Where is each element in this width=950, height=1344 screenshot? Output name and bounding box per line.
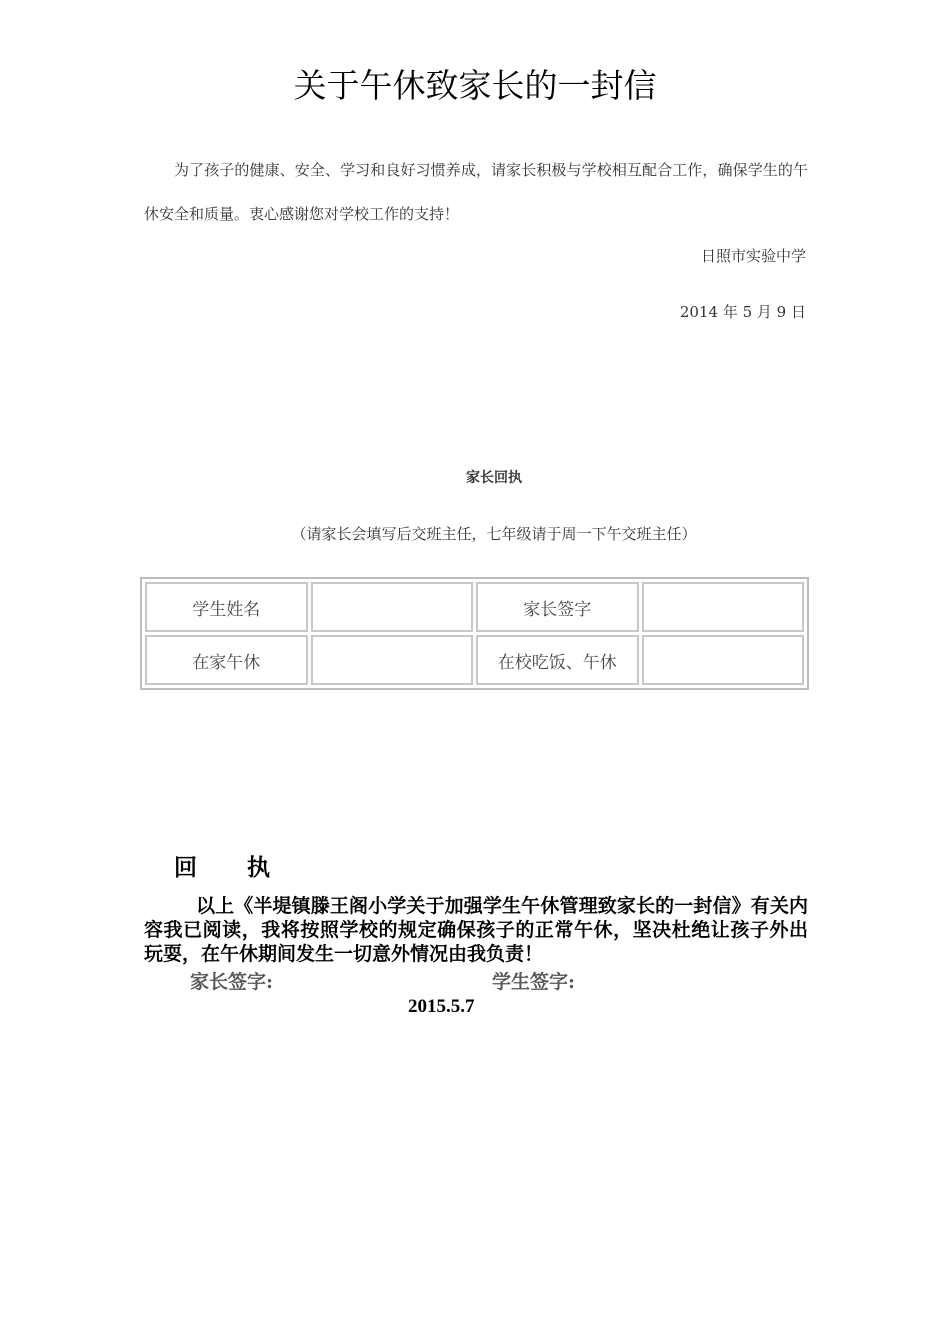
parent-signature-field[interactable] [642, 582, 805, 632]
letter-body: 为了孩子的健康、安全、学习和良好习惯养成，请家长积极与学校相互配合工作，确保学生的午休安全和质量。衷心感谢您对学校工作的支持！ [144, 161, 808, 223]
receipt-table [140, 577, 809, 690]
second-receipt-date: 2015.5.7 [408, 996, 475, 1017]
table-row [145, 635, 804, 685]
student-signature-line: 学生签字: [492, 971, 576, 993]
second-receipt-title-part1: 回 [174, 855, 197, 881]
home-nap-label: 在家午休 [145, 635, 308, 685]
student-name-label: 学生姓名 [145, 582, 308, 632]
second-receipt-title [174, 852, 270, 884]
school-nap-field[interactable] [642, 635, 805, 685]
home-nap-field[interactable] [311, 635, 474, 685]
second-receipt-title-part2: 执 [247, 855, 270, 881]
school-nap-label: 在校吃饭、午休 [476, 635, 639, 685]
letter-title: 关于午休致家长的一封信 [293, 66, 657, 105]
parent-signature-line: 家长签字: [190, 971, 274, 993]
parent-signature-label: 家长签字 [476, 582, 639, 632]
receipt-note: （请家长会填写后交班主任，七年级请于周一下午交班主任） [291, 525, 697, 543]
letter-sender: 日照市实验中学 [700, 247, 806, 265]
receipt-title: 家长回执 [466, 470, 522, 486]
table-row [145, 582, 804, 632]
student-name-field[interactable] [311, 582, 474, 632]
letter-date: 2014 年 5 月 9 日 [679, 303, 806, 321]
second-receipt-body: 以上《半堤镇滕王阁小学关于加强学生午休管理致家长的一封信》有关内容我已阅读，我将按照学校的规定确保孩子的正常午休，坚决杜绝让孩子外出玩耍，在午休期间发生一切意外情况由我负责！ [144, 895, 808, 965]
